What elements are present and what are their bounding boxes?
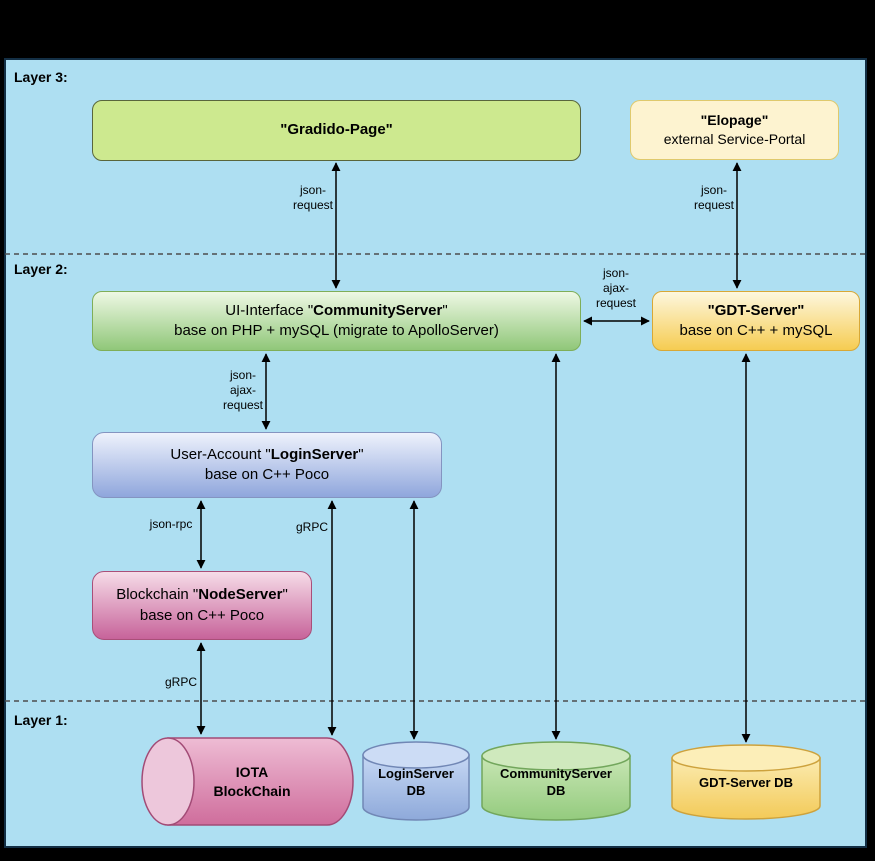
elopage-title: "Elopage" bbox=[700, 112, 769, 129]
text-part-bold: CommunityServer bbox=[313, 301, 443, 319]
edge-label-line: json- bbox=[700, 183, 727, 197]
gdt-server-node bbox=[652, 291, 860, 351]
text-part: " bbox=[282, 586, 288, 604]
login-db-line1: LoginServer bbox=[378, 766, 454, 782]
text-part-bold: LoginServer bbox=[270, 445, 359, 463]
edge-label-line: gRPC bbox=[295, 520, 329, 534]
edge-label-line: gRPC bbox=[164, 675, 198, 689]
login-db-line2: DB bbox=[406, 783, 426, 798]
text-part: UI-Interface " bbox=[225, 301, 314, 319]
edge-label-elopage-gdt bbox=[694, 183, 734, 213]
node-server-node bbox=[92, 571, 312, 640]
text-part: " bbox=[442, 301, 448, 319]
edge-label-line: json- bbox=[299, 183, 326, 197]
login-server-node bbox=[92, 432, 442, 498]
edge-label-line: request bbox=[292, 198, 334, 212]
community-db-line1: CommunityServer bbox=[500, 766, 612, 782]
login-server-db-label bbox=[362, 746, 470, 820]
gdt-server-title: "GDT-Server" bbox=[707, 301, 805, 319]
community-server-node bbox=[92, 291, 581, 351]
elopage-node bbox=[630, 100, 839, 160]
edge-label-line: request bbox=[222, 398, 264, 412]
login-server-subtitle: base on C++ Poco bbox=[204, 466, 330, 483]
gdt-server-db-label bbox=[671, 748, 821, 818]
text-part-bold: NodeServer bbox=[198, 586, 283, 604]
node-server-title bbox=[116, 585, 288, 605]
layer1-label: Layer 1: bbox=[14, 712, 68, 728]
iota-line1: IOTA bbox=[235, 764, 269, 781]
text-part: Blockchain " bbox=[116, 586, 199, 604]
iota-blockchain-label bbox=[148, 737, 356, 826]
edge-label-node-iota bbox=[165, 675, 197, 690]
edge-label-gradido-community bbox=[293, 183, 333, 213]
layer2-label: Layer 2: bbox=[14, 261, 68, 277]
gdt-server-subtitle: base on C++ + mySQL bbox=[679, 322, 833, 339]
gdt-db-line1: GDT-Server DB bbox=[699, 774, 793, 790]
elopage-subtitle: external Service-Portal bbox=[663, 131, 806, 147]
iota-line2: BlockChain bbox=[213, 782, 291, 799]
text-part: User-Account " bbox=[170, 445, 271, 463]
community-server-db-label bbox=[481, 746, 631, 820]
gradido-page-node bbox=[92, 100, 581, 161]
node-server-subtitle: base on C++ Poco bbox=[139, 606, 265, 624]
edge-label-login-iota bbox=[296, 520, 328, 535]
edge-label-line: request bbox=[595, 296, 637, 310]
edge-label-community-login bbox=[223, 368, 263, 413]
edge-label-community-gdt bbox=[596, 266, 636, 311]
edge-label-login-node bbox=[150, 517, 193, 532]
community-db-line2: DB bbox=[546, 783, 566, 798]
edge-label-line: json- bbox=[602, 266, 629, 280]
edge-label-line: request bbox=[693, 198, 735, 212]
edge-label-line: json-rpc bbox=[149, 517, 193, 531]
gradido-page-title: "Gradido-Page" bbox=[280, 121, 393, 139]
community-server-subtitle: base on PHP + mySQL (migrate to ApolloServer) bbox=[174, 322, 499, 339]
text-part: " bbox=[358, 445, 364, 463]
layer3-label: Layer 3: bbox=[14, 69, 68, 85]
edge-label-line: json- bbox=[229, 368, 256, 382]
edge-label-line: ajax- bbox=[602, 281, 629, 295]
community-server-title bbox=[225, 301, 447, 321]
edge-label-line: ajax- bbox=[229, 383, 256, 397]
login-server-title bbox=[170, 445, 363, 465]
